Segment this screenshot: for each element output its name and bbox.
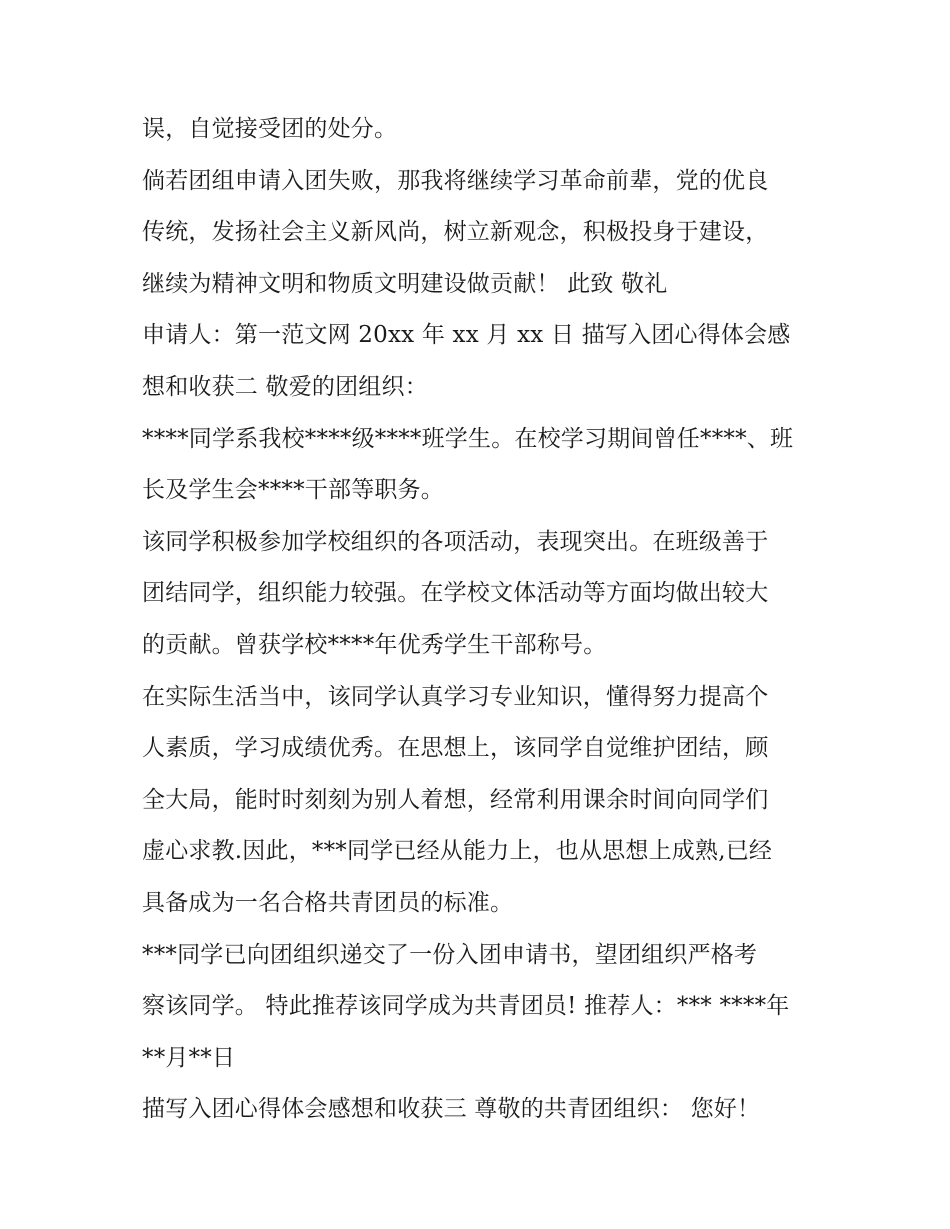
text-line: 误，自觉接受团的处分。	[142, 116, 398, 142]
text-line: ***同学已向团组织递交了一份入团申请书，望团组织严格考	[142, 941, 758, 968]
document-body	[142, 104, 822, 1136]
text-line: 长及学生会****干部等职务。	[142, 477, 444, 504]
text-line: 在实际生活当中，该同学认真学习专业知识，懂得努力提高个	[142, 683, 769, 710]
text-line: **月**日	[142, 1044, 236, 1071]
text-line: 申请人：第一范文网 20xx 年 xx 月 xx 日 描写入团心得体会感	[142, 322, 791, 349]
text-line: 具备成为一名合格共青团员的标准。	[142, 889, 514, 916]
text-line: 该同学积极参加学校组织的各项活动，表现突出。在班级善于	[142, 528, 769, 555]
text-line: 倘若团组申请入团失败，那我将继续学习革命前辈，党的优良	[142, 167, 769, 194]
text-line: 继续为精神文明和物质文明建设做贡献！ 此致 敬礼	[142, 270, 668, 297]
text-line: 想和收获二 敬爱的团组织：	[142, 373, 428, 400]
text-line: 团结同学，组织能力较强。在学校文体活动等方面均做出较大	[142, 580, 769, 607]
text-line: 全大局，能时时刻刻为别人着想，经常利用课余时间向同学们	[142, 786, 769, 813]
text-line: 传统，发扬社会主义新风尚，树立新观念，积极投身于建设，	[142, 219, 769, 246]
text-line: 描写入团心得体会感想和收获三 尊敬的共青团组织： 您好！	[142, 1096, 761, 1123]
text-line: 的贡献。曾获学校****年优秀学生干部称号。	[142, 631, 607, 658]
text-line: ****同学系我校****级****班学生。在校学习期间曾任****、班	[142, 425, 794, 452]
text-line: 人素质，学习成绩优秀。在思想上，该同学自觉维护团结，顾	[142, 735, 769, 762]
text-line: 虚心求教.因此，***同学已经从能力上，也从思想上成熟,已经	[142, 838, 773, 865]
text-line: 察该同学。 特此推荐该同学成为共青团员! 推荐人：*** ****年	[142, 993, 790, 1020]
